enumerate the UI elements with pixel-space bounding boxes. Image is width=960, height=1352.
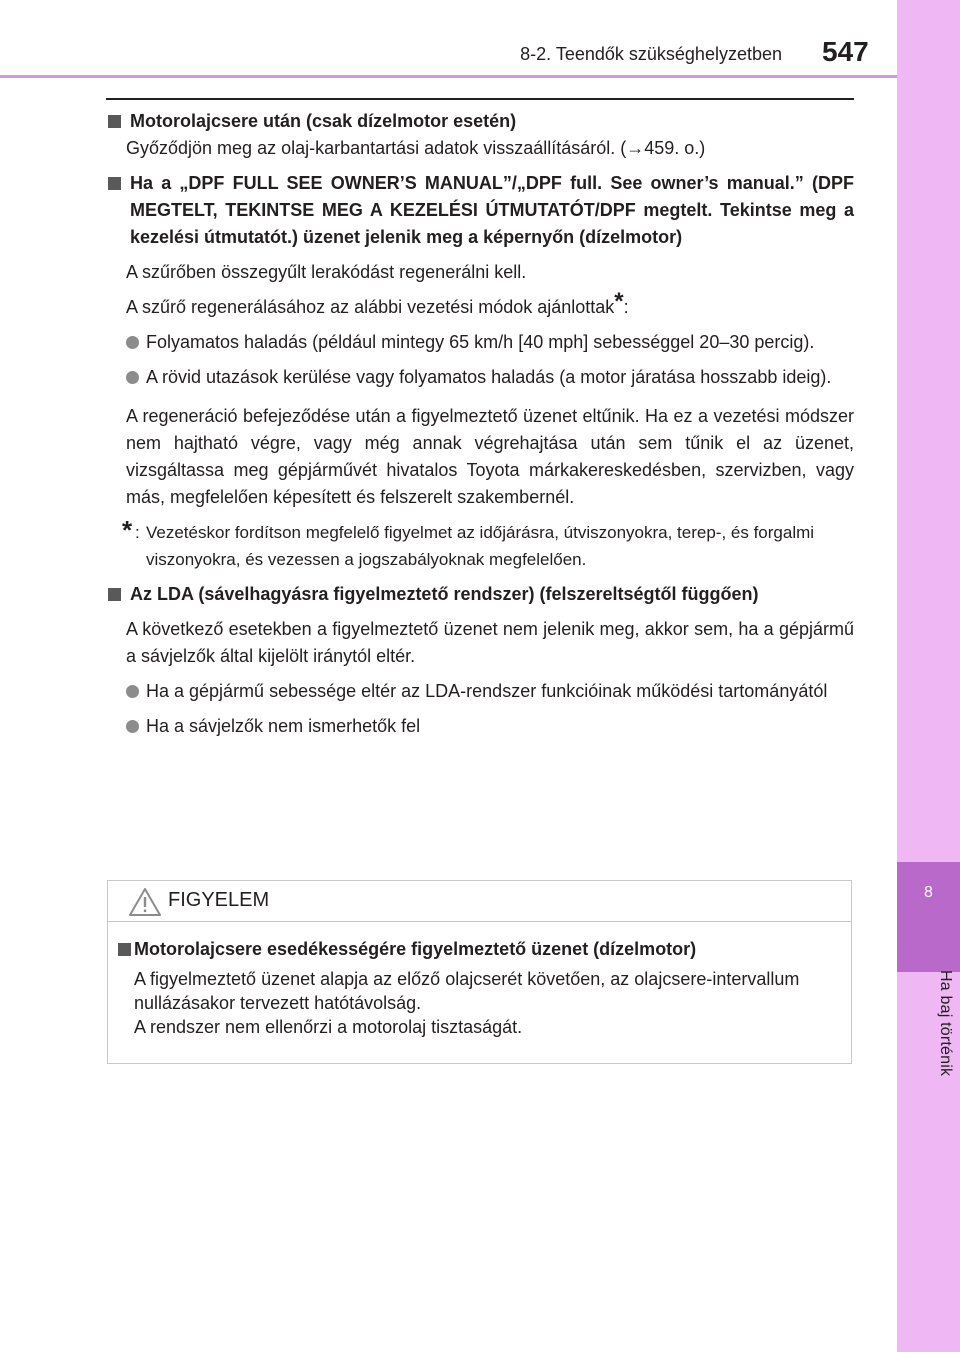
caution-label: FIGYELEM xyxy=(168,889,270,911)
dpf-text-1: A szűrőben összegyűlt lerakódást regenerálni kell. xyxy=(126,262,527,282)
chapter-side-tab xyxy=(897,0,960,1352)
warning-triangle-icon xyxy=(128,887,162,917)
circle-bullet-icon xyxy=(126,685,139,698)
list-item-text: A rövid utazások kerülése vagy folyamatos haladás (a motor járatása hosszabb ideig). xyxy=(146,367,832,387)
caution-heading-text: Motorolajcsere esedékességére figyelmeztető üzenet (dízelmotor) xyxy=(134,939,697,959)
lda-text: A következő esetekben a figyelmeztető üzenet nem jelenik meg, akkor sem, ha a gépjármű a sávjelzők által kijelölt iránytól eltér. xyxy=(126,619,854,666)
dpf-heading xyxy=(106,170,854,251)
square-bullet-icon xyxy=(108,115,121,128)
list-item-text: Ha a sávjelzők nem ismerhetők fel xyxy=(146,716,421,736)
list-item xyxy=(106,329,854,356)
lda-heading-text: Az LDA (sávelhagyásra figyelmeztető rendszer) (felszereltségtől függően) xyxy=(130,584,759,604)
chapter-label: Ha baj történik xyxy=(937,970,954,1077)
caution-heading xyxy=(108,936,839,963)
footnote-star: * xyxy=(122,515,133,545)
dpf-text-2-colon: : xyxy=(623,297,629,317)
footnote-text: Vezetéskor fordítson megfelelő figyelmet az időjárásra, útviszonyokra, terep-, és forgalmi viszonyokra, és vezessen a jogszabályoknak megfelelően. xyxy=(146,523,815,569)
caution-body xyxy=(108,922,851,1039)
list-item-text: Ha a gépjármű sebessége eltér az LDA-rendszer funkcióinak működési tartományától xyxy=(146,681,828,701)
caution-text-2: A rendszer nem ellenőrzi a motorolaj tisztaságát. xyxy=(134,1017,523,1037)
content-top-rule xyxy=(106,98,854,100)
footnote xyxy=(106,515,854,573)
dpf-heading-text: Ha a „DPF FULL SEE OWNER’S MANUAL”/„DPF full. See owner’s manual.” (DPF MEGTELT, TEKINTSE MEG A KEZELÉSI ÚTMUTATÓT/DPF megtelt. Tekintse meg a kezelési útmutatót.) üzenet jelenik meg a képernyőn (dízelmotor) xyxy=(130,173,854,247)
header-title: 8-2. Teendők szükséghelyzetben xyxy=(520,44,782,64)
list-item xyxy=(106,364,854,391)
main-content xyxy=(106,108,854,740)
caution-header xyxy=(108,881,851,922)
dpf-text-2 xyxy=(106,288,854,321)
caution-text-1: A figyelmeztető üzenet alapja az előző olajcserét követően, az olajcsere-intervallum nullázásakor tervezett hatótávolság. xyxy=(134,969,800,1013)
square-bullet-icon xyxy=(108,588,121,601)
square-bullet-icon xyxy=(108,177,121,190)
page-number: 547 xyxy=(822,36,869,67)
caution-box xyxy=(107,880,852,1064)
list-item xyxy=(106,713,854,740)
oil-change-heading-text: Motorolajcsere után (csak dízelmotor esetén) xyxy=(130,111,517,131)
footnote-colon: : xyxy=(135,523,140,542)
header-divider xyxy=(0,75,897,78)
oil-change-heading xyxy=(106,108,854,135)
oil-change-text: Győződjön meg az olaj-karbantartási adatok visszaállításáról. (→459. o.) xyxy=(126,138,706,158)
circle-bullet-icon xyxy=(126,336,139,349)
circle-bullet-icon xyxy=(126,371,139,384)
footnote-star-marker: * xyxy=(614,288,624,315)
square-bullet-icon xyxy=(118,943,131,956)
chapter-number-tab xyxy=(897,862,960,972)
circle-bullet-icon xyxy=(126,720,139,733)
lda-heading xyxy=(106,581,854,608)
dpf-text-3: A regeneráció befejeződése után a figyelmeztető üzenet eltűnik. Ha ez a vezetési módszer nem hajtható végre, vagy még annak végrehajtása után sem tűnik el az üzenet, vizsgáltassa meg gépjárművét hivatalos Toyota márkakereskedésben, szervizben, vagy más, megfelelően képesített és felszerelt szakembernél. xyxy=(126,406,854,507)
list-item-text: Folyamatos haladás (például mintegy 65 km/h [40 mph] sebességgel 20–30 percig). xyxy=(146,332,815,352)
dpf-text-2-body: A szűrő regenerálásához az alábbi vezetési módok ajánlottak xyxy=(126,297,615,317)
list-item xyxy=(106,678,854,705)
chapter-number: 8 xyxy=(924,884,933,901)
